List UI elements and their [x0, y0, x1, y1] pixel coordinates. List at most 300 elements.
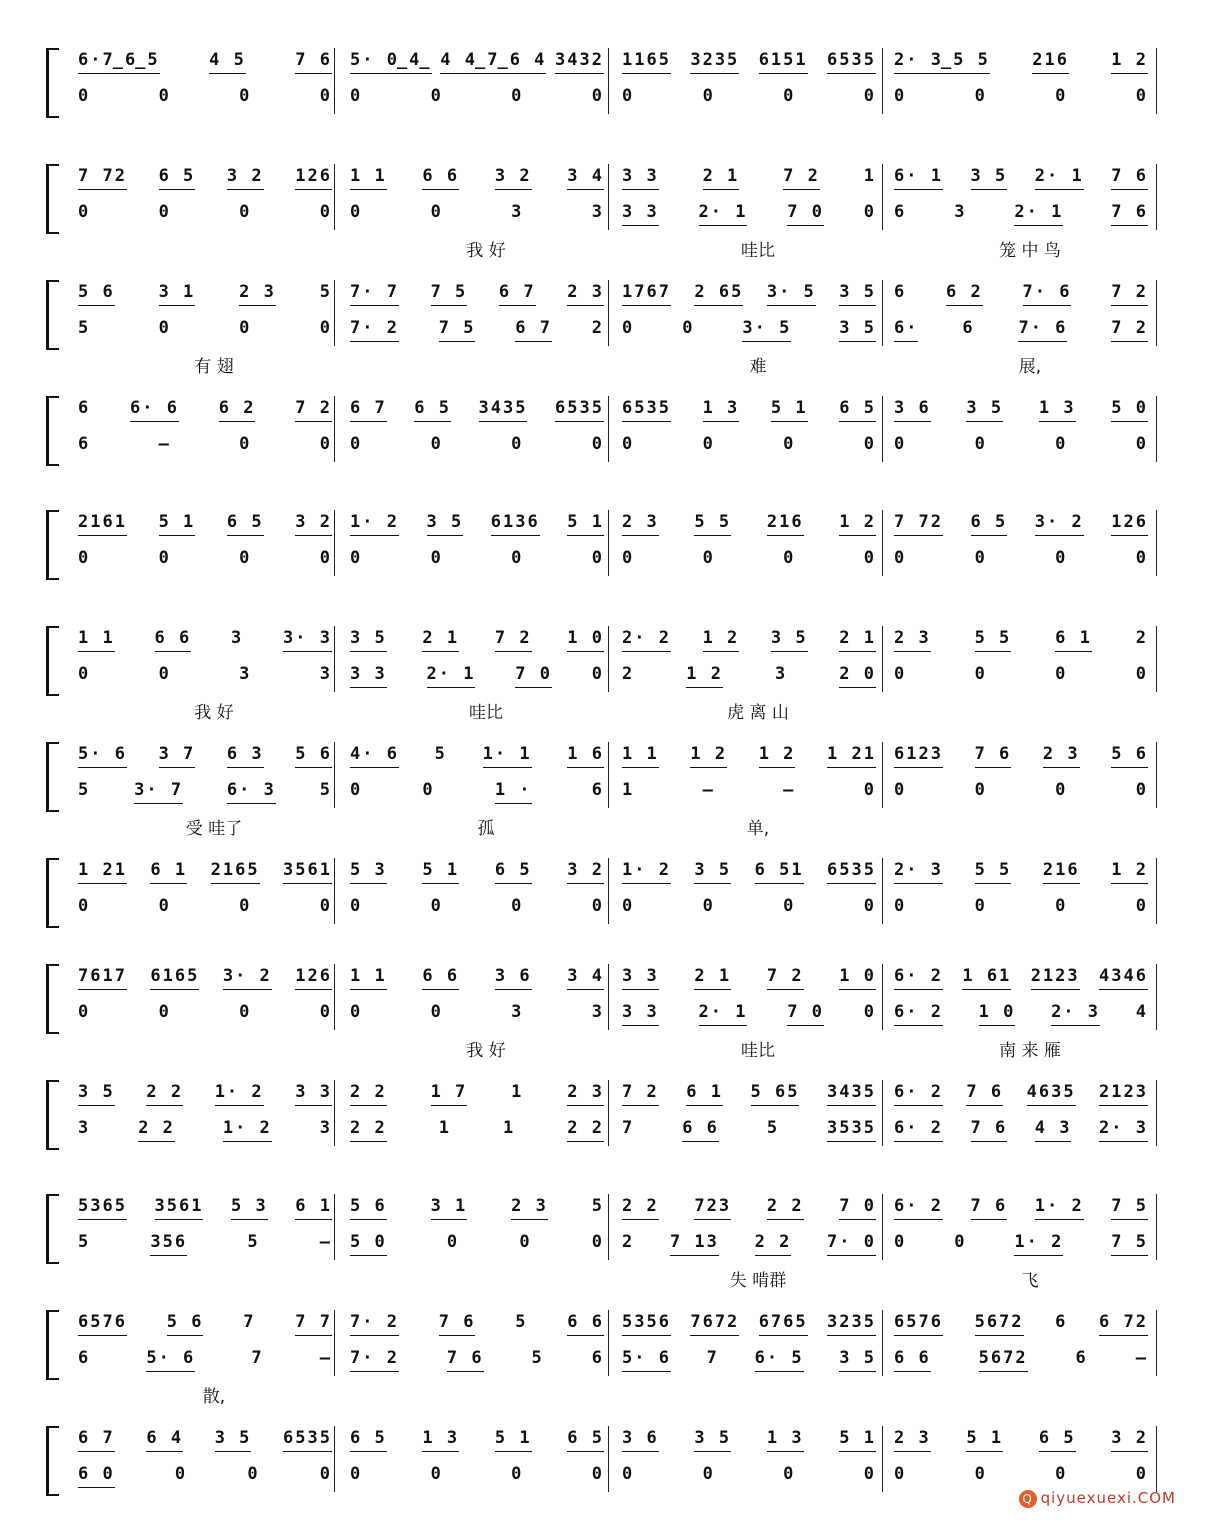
- note-group: 5: [78, 318, 91, 338]
- note-group: 1 2: [1111, 50, 1148, 74]
- note-group: 126: [295, 166, 332, 190]
- note-group: 0: [783, 548, 796, 568]
- note-group: 0: [350, 202, 363, 222]
- note-group: 5: [434, 744, 447, 764]
- note-group: 0: [1055, 548, 1068, 568]
- measure: [350, 860, 622, 884]
- note-group: 723: [694, 1196, 731, 1220]
- note-group: 3535: [827, 1118, 876, 1142]
- note-group: 5 1: [567, 512, 604, 536]
- note-group: 5672: [975, 1312, 1024, 1336]
- measure: [622, 966, 894, 990]
- note-group: 0: [863, 896, 876, 916]
- lyric-measure: [894, 352, 1166, 377]
- note-group: 0: [894, 896, 907, 916]
- measure: [350, 86, 622, 110]
- measure: [78, 628, 350, 652]
- system-bracket: [46, 626, 59, 696]
- note-group: —: [319, 1348, 332, 1368]
- note-group: 6: [894, 282, 907, 302]
- lower-voice-row: [78, 664, 1166, 688]
- note-group: 2· 3: [1099, 1118, 1148, 1142]
- measure: [622, 1082, 894, 1106]
- lyric-measure: [350, 698, 622, 723]
- lyric-text: 我 好: [466, 241, 506, 261]
- note-group: 0: [974, 896, 987, 916]
- note-group: 4346: [1099, 966, 1148, 990]
- note-group: 7 6: [971, 1196, 1008, 1220]
- note-group: 0: [702, 434, 715, 454]
- note-group: 6535: [827, 860, 876, 884]
- lower-voice-row: [78, 896, 1166, 920]
- measure: [894, 282, 1166, 306]
- measure: [622, 896, 894, 920]
- note-group: 0: [350, 434, 363, 454]
- note-group: 6 2: [219, 398, 256, 422]
- note-group: 4 4̲7̲6 4: [440, 50, 546, 74]
- note-group: 0: [511, 1464, 524, 1484]
- lyric-text: 南 来 雁: [999, 1041, 1061, 1061]
- note-group: 3 5: [771, 628, 808, 652]
- note-group: 6151: [759, 50, 808, 74]
- note-group: 5 6: [167, 1312, 204, 1336]
- measure: [622, 780, 894, 804]
- note-group: 7 6: [295, 50, 332, 74]
- note-group: 216: [767, 512, 804, 536]
- note-group: 0: [78, 86, 91, 106]
- measure: [894, 1002, 1166, 1026]
- note-group: 6765: [759, 1312, 808, 1336]
- note-group: 6 1: [295, 1196, 332, 1220]
- note-group: 2· 1: [1035, 166, 1084, 190]
- note-group: 0: [1135, 434, 1148, 454]
- note-group: 3 5: [350, 628, 387, 652]
- note-group: 0: [622, 548, 635, 568]
- note-group: 3561: [283, 860, 332, 884]
- note-group: 6· 6: [130, 398, 179, 422]
- measure: [350, 1312, 622, 1336]
- measure: [350, 434, 622, 458]
- upper-voice-row: [78, 1312, 1166, 1336]
- lyric-measure: [894, 582, 1166, 604]
- note-group: 6136: [491, 512, 540, 536]
- note-group: 0: [319, 86, 332, 106]
- upper-voice-row: [78, 966, 1166, 990]
- note-group: 2123: [1099, 1082, 1148, 1106]
- note-group: 0: [422, 780, 435, 800]
- note-group: 0: [591, 1232, 604, 1252]
- note-group: 0: [591, 896, 604, 916]
- measure: [78, 664, 350, 688]
- note-group: 0: [974, 1464, 987, 1484]
- note-group: 0: [158, 548, 171, 568]
- note-group: 0: [1055, 434, 1068, 454]
- note-group: 7 5: [439, 318, 476, 342]
- measure: [622, 1232, 894, 1256]
- measure: [622, 512, 894, 536]
- note-group: 2165: [211, 860, 260, 884]
- note-group: 6 7: [78, 1428, 115, 1452]
- note-group: 0: [511, 86, 524, 106]
- note-group: 1: [863, 166, 876, 186]
- note-group: 3 6: [622, 1428, 659, 1452]
- note-group: 3 6: [894, 398, 931, 422]
- measure: [622, 744, 894, 768]
- lyric-measure: [894, 930, 1166, 952]
- system-bracket: [46, 280, 59, 350]
- measure: [78, 1082, 350, 1106]
- note-group: 7 5: [1111, 1232, 1148, 1256]
- note-group: 2· 1: [699, 1002, 748, 1026]
- upper-voice-row: [78, 282, 1166, 306]
- measure: [78, 1196, 350, 1220]
- note-group: 7 0: [787, 202, 824, 226]
- measure: [622, 1312, 894, 1336]
- note-group: 0: [591, 548, 604, 568]
- upper-voice-row: [78, 1082, 1166, 1106]
- upper-voice-row: [78, 512, 1166, 536]
- upper-voice-row: [78, 166, 1166, 190]
- note-group: 5: [247, 1232, 260, 1252]
- note-group: 0: [350, 1002, 363, 1022]
- lyric-text: 难: [749, 357, 767, 377]
- note-group: 2: [1135, 628, 1148, 648]
- lyric-measure: [894, 1382, 1166, 1404]
- note-group: 1· 2: [1035, 1196, 1084, 1220]
- note-group: 2· 1: [1014, 202, 1063, 226]
- note-group: 3: [954, 202, 967, 222]
- note-group: 0: [863, 86, 876, 106]
- note-group: 2 65: [694, 282, 743, 306]
- note-group: 1· 2: [622, 860, 671, 884]
- lyric-measure: [78, 1266, 350, 1288]
- lyric-measure: [622, 468, 894, 490]
- note-group: 1 61: [962, 966, 1011, 990]
- note-group: 3: [319, 664, 332, 684]
- note-group: 3 5: [694, 860, 731, 884]
- lyric-measure: [78, 468, 350, 490]
- note-group: 6: [591, 780, 604, 800]
- note-group: 6· 2: [894, 966, 943, 990]
- lyric-measure: [350, 582, 622, 604]
- measure: [622, 86, 894, 110]
- measure: [78, 202, 350, 226]
- lyric-measure: [894, 468, 1166, 490]
- note-group: 0: [702, 896, 715, 916]
- measure: [78, 318, 350, 342]
- note-group: 1 1: [350, 966, 387, 990]
- system-bracket: [46, 1426, 59, 1496]
- measure: [78, 1428, 350, 1452]
- measure: [622, 1002, 894, 1026]
- note-group: 3 3: [622, 166, 659, 190]
- measure: [350, 1002, 622, 1026]
- note-group: 3 5: [839, 282, 876, 306]
- note-group: 1: [503, 1118, 516, 1138]
- lyric-measure: [350, 1382, 622, 1404]
- lyric-measure: [350, 1498, 622, 1520]
- note-group: 0: [319, 434, 332, 454]
- note-group: 2: [622, 664, 635, 684]
- lyric-text: 单,: [746, 819, 770, 839]
- note-group: 0: [319, 202, 332, 222]
- note-group: 0: [622, 1464, 635, 1484]
- note-group: 0: [158, 318, 171, 338]
- measure: [894, 50, 1166, 74]
- measure: [894, 202, 1166, 226]
- note-group: 0: [350, 780, 363, 800]
- note-group: 2 3: [567, 282, 604, 306]
- lyric-measure: [78, 352, 350, 377]
- lyric-measure: [350, 236, 622, 261]
- lower-voice-row: [78, 1118, 1166, 1142]
- measure: [622, 1428, 894, 1452]
- note-group: 0: [158, 664, 171, 684]
- measure: [894, 966, 1166, 990]
- measure: [894, 896, 1166, 920]
- note-group: 3: [511, 202, 524, 222]
- lyric-measure: [78, 236, 350, 258]
- note-group: 0: [1055, 86, 1068, 106]
- note-group: 7 2: [1111, 282, 1148, 306]
- measure: [350, 318, 622, 342]
- note-group: 6 7: [499, 282, 536, 306]
- note-group: 216: [1043, 860, 1080, 884]
- note-group: 5 6: [350, 1196, 387, 1220]
- note-group: 1 2: [1111, 860, 1148, 884]
- upper-voice-row: [78, 50, 1166, 74]
- lower-voice-row: [78, 318, 1166, 342]
- note-group: 6· 2: [894, 1082, 943, 1106]
- measure: [78, 86, 350, 110]
- lyrics-row: [78, 930, 1166, 952]
- note-group: 0: [974, 86, 987, 106]
- note-group: 7 6: [1111, 166, 1148, 190]
- note-group: 5· 6: [146, 1348, 195, 1372]
- measure: [894, 1312, 1166, 1336]
- note-group: 7: [243, 1312, 256, 1332]
- measure: [78, 1232, 350, 1256]
- measure: [894, 1232, 1166, 1256]
- note-group: 0: [158, 896, 171, 916]
- note-group: 1 7: [431, 1082, 468, 1106]
- lyric-measure: [622, 1266, 894, 1291]
- note-group: 7 2: [767, 966, 804, 990]
- note-group: 6 72: [1099, 1312, 1148, 1336]
- note-group: 6123: [894, 744, 943, 768]
- note-group: 6165: [150, 966, 199, 990]
- note-group: 5 1: [966, 1428, 1003, 1452]
- note-group: 7· 0: [827, 1232, 876, 1256]
- note-group: 3: [239, 664, 252, 684]
- note-group: 6 5: [567, 1428, 604, 1452]
- note-group: 0: [1055, 896, 1068, 916]
- note-group: 5 1: [771, 398, 808, 422]
- note-group: 5 6: [1111, 744, 1148, 768]
- upper-voice-row: [78, 628, 1166, 652]
- lyric-measure: [78, 120, 350, 142]
- measure: [78, 398, 350, 422]
- note-group: 2 2: [755, 1232, 792, 1256]
- note-group: 1 2: [686, 664, 723, 688]
- note-group: 0: [511, 896, 524, 916]
- note-group: 3561: [155, 1196, 204, 1220]
- note-group: 0: [863, 202, 876, 222]
- lyric-text: 我 好: [194, 703, 234, 723]
- note-group: 126: [1111, 512, 1148, 536]
- note-group: 5 1: [159, 512, 196, 536]
- note-group: 0: [863, 548, 876, 568]
- measure: [622, 434, 894, 458]
- measure: [350, 50, 622, 74]
- note-group: 0: [239, 86, 252, 106]
- note-group: 0: [158, 1002, 171, 1022]
- lower-voice-row: [78, 86, 1166, 110]
- lower-voice-row: [78, 1232, 1166, 1256]
- measure: [78, 1348, 350, 1372]
- note-group: 7· 7: [350, 282, 399, 306]
- system-bracket: [46, 742, 59, 812]
- note-group: 3 4: [567, 166, 604, 190]
- note-group: 7 0: [839, 1196, 876, 1220]
- note-group: 7 2: [495, 628, 532, 652]
- note-group: 0: [1055, 780, 1068, 800]
- note-group: 6 2: [946, 282, 983, 306]
- note-group: 0: [446, 1232, 460, 1252]
- note-group: 0: [974, 548, 987, 568]
- note-group: 0: [239, 896, 252, 916]
- note-group: 0: [430, 434, 443, 454]
- note-group: 0: [174, 1464, 188, 1484]
- note-group: 0: [1135, 548, 1148, 568]
- note-group: 5 3: [231, 1196, 268, 1220]
- lyric-measure: [894, 1266, 1166, 1291]
- note-group: 0: [702, 86, 715, 106]
- note-group: 6535: [283, 1428, 332, 1452]
- lyric-measure: [622, 352, 894, 377]
- measure: [622, 1196, 894, 1220]
- note-group: 0: [682, 318, 695, 338]
- note-group: 0: [894, 1232, 907, 1252]
- note-group: 5· 6: [622, 1348, 671, 1372]
- note-group: 0: [158, 202, 171, 222]
- site-watermark: [1019, 1489, 1176, 1508]
- note-group: 0: [78, 202, 91, 222]
- measure: [350, 664, 622, 688]
- note-group: 0: [591, 1464, 604, 1484]
- measure: [350, 780, 622, 804]
- measure: [894, 434, 1166, 458]
- note-group: 0: [1135, 86, 1148, 106]
- measure: [350, 548, 622, 572]
- lyric-text: 虎 离 山: [727, 703, 789, 723]
- note-group: 0: [350, 896, 363, 916]
- measure: [350, 896, 622, 920]
- measure: [78, 966, 350, 990]
- note-group: 3· 5: [742, 318, 791, 342]
- watermark-text: qiyuexuexi.COM: [1040, 1489, 1176, 1507]
- note-group: 3: [511, 1002, 524, 1022]
- note-group: 3· 5: [767, 282, 816, 306]
- lyric-measure: [350, 120, 622, 142]
- note-group: 7 6: [971, 1118, 1008, 1142]
- measure: [78, 282, 350, 306]
- note-group: 0: [430, 1464, 443, 1484]
- note-group: 2 2: [350, 1118, 387, 1142]
- note-group: 3 5: [427, 512, 464, 536]
- note-group: —: [158, 434, 171, 454]
- note-group: 6 4: [146, 1428, 183, 1452]
- note-group: 3 2: [1111, 1428, 1148, 1452]
- lyric-measure: [622, 814, 894, 839]
- measure: [894, 86, 1166, 110]
- note-group: 0: [78, 664, 91, 684]
- measure: [622, 50, 894, 74]
- upper-voice-row: [78, 1428, 1166, 1452]
- note-group: 7· 6: [1023, 282, 1072, 306]
- upper-voice-row: [78, 744, 1166, 768]
- lyric-measure: [622, 236, 894, 261]
- note-group: 5 1: [495, 1428, 532, 1452]
- note-group: 0: [350, 1464, 363, 1484]
- note-group: 6·7̲6̲5: [78, 50, 160, 74]
- lyrics-row: [78, 120, 1166, 142]
- note-group: 2 1: [694, 966, 731, 990]
- note-group: 0: [1135, 896, 1148, 916]
- lyric-measure: [622, 1036, 894, 1061]
- measure: [78, 1312, 350, 1336]
- lyric-measure: [350, 1036, 622, 1061]
- note-group: 3: [591, 1002, 604, 1022]
- lower-voice-row: [78, 1002, 1166, 1026]
- note-group: 6 6: [422, 166, 459, 190]
- note-group: 5672: [979, 1348, 1028, 1372]
- measure: [78, 896, 350, 920]
- lyrics-row: [78, 352, 1166, 377]
- lyric-measure: [894, 698, 1166, 720]
- note-group: —: [702, 780, 715, 800]
- note-group: 1 3: [1039, 398, 1076, 422]
- note-group: 6535: [555, 398, 604, 422]
- note-group: 1· 2: [215, 1082, 264, 1106]
- note-group: 3: [319, 1118, 332, 1138]
- note-group: 7617: [78, 966, 127, 990]
- note-group: 3235: [827, 1312, 876, 1336]
- lyric-text: 孤: [477, 819, 495, 839]
- note-group: 3 3: [622, 202, 659, 226]
- note-group: 1 0: [839, 966, 876, 990]
- note-group: 7· 6: [1018, 318, 1067, 342]
- note-group: 7 2: [622, 1082, 659, 1106]
- note-group: 0: [158, 86, 171, 106]
- note-group: 6 1: [686, 1082, 723, 1106]
- note-group: 6 5: [971, 512, 1008, 536]
- note-group: 3· 7: [134, 780, 183, 804]
- measure: [350, 1118, 622, 1142]
- note-group: 7· 2: [350, 1312, 399, 1336]
- note-group: 6: [591, 1348, 604, 1368]
- note-group: 7 0: [787, 1002, 824, 1026]
- note-group: 4 3: [1035, 1118, 1072, 1142]
- note-group: 0: [430, 86, 443, 106]
- note-group: 3 6: [495, 966, 532, 990]
- note-group: 2 3: [622, 512, 659, 536]
- note-group: 5: [319, 780, 332, 800]
- note-group: 0: [319, 1464, 332, 1484]
- note-group: 3 3: [622, 1002, 659, 1026]
- lower-voice-row: [78, 1464, 1166, 1488]
- measure: [78, 166, 350, 190]
